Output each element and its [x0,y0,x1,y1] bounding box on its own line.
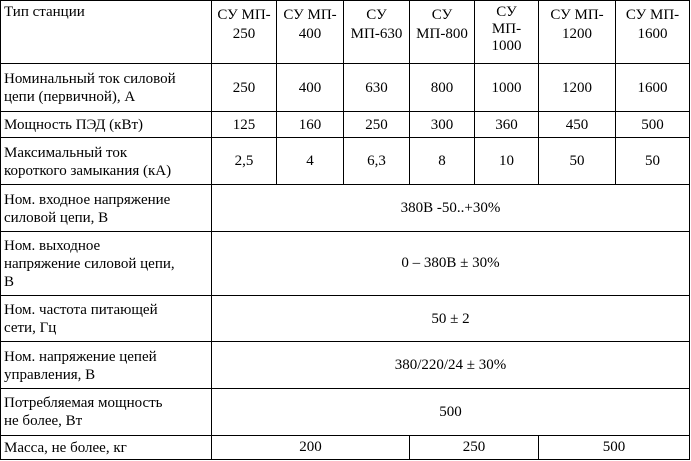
value-cell: 400 [277,63,344,112]
short-circuit-row [1,137,690,185]
row-label-cell: Ном. выходное напряжение силовой цепи, В [1,231,212,295]
model-header-cell: СУ МП- 250 [212,1,277,64]
row-label-cell: Потребляемая мощность не более, Вт [1,388,212,435]
value-cell: 500 [616,112,690,137]
mass-value-cell: 200 [212,435,410,459]
value-cell: 160 [277,112,344,137]
merged-value-cell: 380В -50..+30% [212,185,690,232]
value-cell: 6,3 [344,137,410,185]
model-header-cell: СУ МП-630 [344,1,410,64]
model-header-cell: СУ МП-800 [410,1,475,64]
value-cell: 10 [475,137,539,185]
merged-value-cell: 0 – 380В ± 30% [212,231,690,295]
row-label-cell: Мощность ПЭД (кВт) [1,112,212,137]
header-row [1,1,690,64]
mass-value-cell: 250 [410,435,539,459]
value-cell: 1600 [616,63,690,112]
model-header-cell: СУ МП- 400 [277,1,344,64]
row-label-cell: Ном. напряжение цепей управления, В [1,342,212,389]
row-label-cell: Максимальный ток короткого замыкания (кА) [1,137,212,185]
value-cell: 250 [212,63,277,112]
mass-value-cell: 500 [539,435,690,459]
value-cell: 50 [539,137,616,185]
merged-value-cell: 500 [212,388,690,435]
control-voltage-row [1,342,690,389]
value-cell: 50 [616,137,690,185]
value-cell: 1200 [539,63,616,112]
row-label-cell: Ном. частота питающей сети, Гц [1,295,212,342]
frequency-row [1,295,690,342]
value-cell: 250 [344,112,410,137]
row-label-cell: Ном. входное напряжение силовой цепи, В [1,185,212,232]
model-header-cell: СУ МП- 1600 [616,1,690,64]
header-label-cell: Тип станции [1,1,212,64]
row-label-cell: Масса, не более, кг [1,435,212,459]
model-header-cell: СУ МП- 1200 [539,1,616,64]
value-cell: 360 [475,112,539,137]
value-cell: 8 [410,137,475,185]
value-cell: 1000 [475,63,539,112]
merged-value-cell: 380/220/24 ± 30% [212,342,690,389]
value-cell: 2,5 [212,137,277,185]
output-voltage-row [1,231,690,295]
row-label-cell: Номинальный ток силовой цепи (первичной), А [1,63,212,112]
merged-value-cell: 50 ± 2 [212,295,690,342]
value-cell: 125 [212,112,277,137]
value-cell: 450 [539,112,616,137]
value-cell: 4 [277,137,344,185]
rated-current-row [1,63,690,112]
value-cell: 800 [410,63,475,112]
model-header-cell: СУ МП- 1000 [475,1,539,64]
power-consumption-row [1,388,690,435]
value-cell: 630 [344,63,410,112]
mass-row [1,435,690,459]
value-cell: 300 [410,112,475,137]
input-voltage-row [1,185,690,232]
motor-power-row [1,112,690,137]
